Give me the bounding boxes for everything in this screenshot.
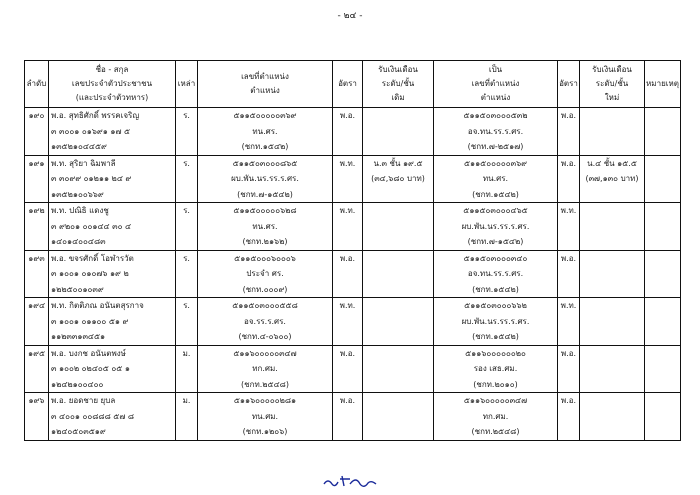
cell-line: ๑๙๒ xyxy=(28,206,45,215)
salary-old-cell xyxy=(363,345,434,393)
header-no: ลำดับ xyxy=(25,61,49,108)
branch-cell xyxy=(176,298,198,346)
header-rank: อัตรา xyxy=(333,61,363,108)
cell-line xyxy=(645,298,680,314)
cell-line xyxy=(363,124,433,140)
header-line: ระดับ/ชั้น xyxy=(595,79,629,88)
cell-line: ม. xyxy=(182,396,191,405)
cell-line: ๑๒๔๒๑๐๐๔๐๐ xyxy=(51,379,104,389)
cell-line: พ.อ. xyxy=(560,396,577,405)
cell-line: ๓ ๑๐๐๑ ๐๑๑๐๐ ๕๑ ๙ xyxy=(51,316,129,326)
rank-cell xyxy=(333,250,363,298)
salary-new-cell xyxy=(580,155,645,203)
cell-line: ๕๑๑๕๐๓๐๐๐๓๔๐ xyxy=(463,253,528,263)
cell-line: พ.อ. xyxy=(560,111,577,120)
cell-line xyxy=(580,251,644,267)
cell-line: ๕๑๑๖๐๐๐๐๐๓๔๗ xyxy=(463,396,528,405)
cell-line: ๑๒๔๐๕๐๓๕๑๙ xyxy=(51,427,106,436)
new-position-cell xyxy=(434,108,558,156)
cell-line xyxy=(363,393,433,409)
cell-line xyxy=(363,203,433,219)
salary-old-cell xyxy=(363,203,434,251)
cell-line: ๑๙๑ xyxy=(28,158,45,168)
cell-line xyxy=(645,108,680,124)
signature-image xyxy=(320,470,380,490)
cell-line: พ.อ. xyxy=(560,348,577,358)
cell-line: ๕๑๑๕๐๐๐๐๐๖๒๘ xyxy=(233,206,297,215)
cell-line: ๓ ๙๒๐๑ ๐๐๑๔๔ ๓๐ ๔ xyxy=(51,221,132,231)
cell-line: พ.อ. xyxy=(339,348,356,358)
position-cell xyxy=(198,345,333,393)
salary-new-cell xyxy=(580,250,645,298)
new-position-cell xyxy=(434,298,558,346)
remark-cell xyxy=(645,298,681,346)
row-number xyxy=(25,393,49,441)
rank-new-cell xyxy=(558,250,580,298)
table-row xyxy=(25,203,681,251)
cell-line: (ชกท.๒๕๔๘) xyxy=(471,427,520,436)
cell-line: น.๔ ชั้น ๑๕.๕ xyxy=(587,158,637,168)
cell-line: ๑๙๕ xyxy=(28,348,45,358)
cell-line: ๕๑๑๕๐๓๐๐๐๕๓๒ xyxy=(463,111,528,120)
remark-cell xyxy=(645,108,681,156)
cell-line: (ชกท.๗-๒๕๑๗) xyxy=(467,142,524,151)
cell-line: ๕๑๑๕๐๓๐๐๐๘๖๕ xyxy=(232,158,298,168)
cell-line xyxy=(645,203,680,219)
salary-new-cell xyxy=(580,298,645,346)
cell-line: ทก.ศม. xyxy=(252,364,278,373)
cell-line: พ.อ. ขจรศักดิ์ โอฬารวัต xyxy=(51,253,134,263)
header-salary-old xyxy=(363,61,434,108)
name-cell xyxy=(49,393,176,441)
salary-old-cell xyxy=(363,393,434,441)
cell-line xyxy=(363,266,433,282)
cell-line: ๑๓๕๒๑๐๐๖๖๙ xyxy=(51,189,104,199)
cell-line: (ชกท.๔-๐๖๐๐) xyxy=(238,332,292,341)
new-position-cell xyxy=(434,393,558,441)
cell-line xyxy=(363,251,433,267)
cell-line: ๑๙๔ xyxy=(28,301,45,310)
header-line: เลขที่ตำแหน่ง xyxy=(241,72,289,81)
salary-new-cell xyxy=(580,345,645,393)
cell-line: ๕๑๑๕๐๐๐๐๐๓๖๙ xyxy=(463,158,528,168)
header-line: เลขที่ตำแหน่ง xyxy=(471,79,520,88)
rank-new-cell xyxy=(558,345,580,393)
cell-line: พ.ท. xyxy=(339,301,356,310)
cell-line xyxy=(580,393,644,409)
header-line: เดิม xyxy=(391,93,405,102)
cell-line: พ.อ. บงกช อนันตพงษ์ xyxy=(51,348,126,358)
cell-line: (ชกท.๗-๑๕๔๒) xyxy=(467,237,524,246)
position-cell xyxy=(198,250,333,298)
cell-line: ผบ.พัน.นร.รร.ร.ศร. xyxy=(231,174,299,183)
header-line: ใหม่ xyxy=(604,93,620,102)
cell-line xyxy=(363,346,433,362)
rank-new-cell xyxy=(558,393,580,441)
position-cell xyxy=(198,108,333,156)
header-line: ตำแหน่ง xyxy=(250,86,280,95)
cell-line: ทน.ศร. xyxy=(252,221,278,231)
cell-line: ๕๑๑๕๐๐๐๐๐๓๖๙ xyxy=(233,111,297,120)
name-cell xyxy=(49,203,176,251)
cell-line xyxy=(580,219,644,235)
name-cell xyxy=(49,108,176,156)
remark-cell xyxy=(645,345,681,393)
cell-line: ประจำ ศร. xyxy=(246,269,284,278)
cell-line: ๓ ๓๐๐๑ ๐๑๖๙๑ ๑๗ ๕ xyxy=(51,126,131,136)
branch-cell xyxy=(176,203,198,251)
rank-cell xyxy=(333,298,363,346)
cell-line: (ชกท.๑๒๐๖) xyxy=(242,427,288,436)
cell-line xyxy=(580,361,644,377)
cell-line: (๓๔,๖๘๐ บาท) xyxy=(371,174,425,183)
cell-line: พ.ท. xyxy=(339,206,356,215)
cell-line: (ชกท.๑๕๔๒) xyxy=(472,332,519,341)
cell-line xyxy=(580,314,644,330)
cell-line: (ชกท.๐๐๐๙) xyxy=(242,284,288,294)
cell-line: ร. xyxy=(183,111,190,120)
new-position-cell xyxy=(434,345,558,393)
cell-line xyxy=(363,219,433,235)
cell-line xyxy=(645,346,680,362)
table-row xyxy=(25,345,681,393)
cell-line: ๕๑๑๖๐๐๐๐๐๒๘๑ xyxy=(233,396,297,405)
row-number xyxy=(25,155,49,203)
branch-cell xyxy=(176,250,198,298)
cell-line: ๕๑๑๖๐๐๐๐๐๐๒๐ xyxy=(465,348,526,358)
new-position-cell xyxy=(434,155,558,203)
cell-line xyxy=(645,393,680,409)
position-cell xyxy=(198,155,333,203)
header-line: ชื่อ - สกุล xyxy=(95,65,129,74)
name-cell xyxy=(49,155,176,203)
cell-line xyxy=(363,361,433,377)
cell-line: ทน.ศร. xyxy=(252,126,278,136)
cell-line: พ.อ. xyxy=(560,253,577,263)
rank-new-cell xyxy=(558,298,580,346)
remark-cell xyxy=(645,155,681,203)
cell-line xyxy=(580,108,644,124)
row-number xyxy=(25,203,49,251)
header-line: ระดับ/ชั้น xyxy=(381,79,415,88)
position-cell xyxy=(198,203,333,251)
cell-line: (๓๗,๑๓๐ บาท) xyxy=(585,174,639,183)
table-row xyxy=(25,108,681,156)
header-line: เลขประจำตัวประชาชน xyxy=(71,79,153,88)
cell-line xyxy=(363,314,433,330)
cell-line: พ.อ. xyxy=(560,158,577,168)
cell-line: ๑๓๕๒๑๐๔๔๕๙ xyxy=(51,142,107,151)
cell-line: น.๓ ชั้น ๑๙.๕ xyxy=(373,158,423,168)
cell-line: ทน.ศร. xyxy=(482,174,509,183)
header-line: รับเงินเดือน xyxy=(592,65,632,74)
position-cell xyxy=(198,393,333,441)
cell-line: (ชกท.๒๑๖๒) xyxy=(242,237,288,246)
page-number: - ๒๔ - xyxy=(337,11,363,21)
salary-old-cell xyxy=(363,250,434,298)
cell-line: พ.อ. xyxy=(339,111,356,120)
cell-line: พ.ท. สุริยา ฉิมพาลี xyxy=(51,158,116,168)
remark-cell xyxy=(645,203,681,251)
cell-line: ทน.ศม. xyxy=(251,411,279,421)
cell-line: (ชกท.๒๕๔๘) xyxy=(241,379,289,389)
cell-line: ๑๙๐ xyxy=(28,111,45,120)
cell-line: รอง เสธ.ศม. xyxy=(473,364,518,373)
table-row xyxy=(25,155,681,203)
header-line: เป็น xyxy=(488,65,503,74)
cell-line: ๑๙๓ xyxy=(28,253,45,263)
cell-line: พ.ท. xyxy=(560,206,577,215)
cell-line: ๑๔๐๑๔๐๐๔๘๓ xyxy=(51,237,106,246)
cell-line: พ.อ. xyxy=(339,253,356,263)
cell-line: ผบ.พัน.นร.รร.ร.ศร. xyxy=(461,316,530,326)
cell-line: (ชกท.๒๐๑๐) xyxy=(473,379,518,389)
row-number xyxy=(25,108,49,156)
position-cell xyxy=(198,298,333,346)
promotion-table xyxy=(24,60,681,441)
new-position-cell xyxy=(434,250,558,298)
header-rank-new: อัตรา xyxy=(558,61,580,108)
name-cell xyxy=(49,250,176,298)
cell-line xyxy=(580,203,644,219)
new-position-cell xyxy=(434,203,558,251)
cell-line: ๓ ๑๐๐๑ ๐๑๐๗๖ ๑๙ ๒ xyxy=(51,269,129,278)
cell-line: ๕๑๑๖๐๐๐๐๐๓๔๗ xyxy=(233,348,297,358)
rank-cell xyxy=(333,203,363,251)
table-row xyxy=(25,298,681,346)
cell-line: ๑๒๒๕๐๐๑๐๓๙ xyxy=(51,284,104,294)
header-name xyxy=(49,61,176,108)
cell-line xyxy=(580,124,644,140)
cell-line: พ.ท. xyxy=(339,158,356,168)
cell-line: พ.อ. xyxy=(339,396,356,405)
cell-line: ร. xyxy=(183,206,190,215)
cell-line: (ชกท.๑๕๔๒) xyxy=(472,284,519,294)
remark-cell xyxy=(645,250,681,298)
cell-line xyxy=(580,409,644,425)
header-salary-new xyxy=(580,61,645,108)
branch-cell xyxy=(176,108,198,156)
cell-line: ทก.ศม. xyxy=(482,411,509,421)
branch-cell xyxy=(176,155,198,203)
table-row xyxy=(25,393,681,441)
header-line: (และประจำตัวทหาร) xyxy=(75,93,149,102)
cell-line: ร. xyxy=(183,253,190,263)
salary-new-cell xyxy=(580,393,645,441)
cell-line xyxy=(580,266,644,282)
cell-line: พ.อ. สุทธิศักดิ์ พรรคเจริญ xyxy=(51,111,140,120)
cell-line: ๓ ๑๐๐๒ ๐๒๔๐๕ ๐๕ ๑ xyxy=(51,364,130,373)
rank-new-cell xyxy=(558,203,580,251)
cell-line: ม. xyxy=(182,348,191,358)
cell-line: ร. xyxy=(183,158,190,168)
salary-old-cell xyxy=(363,108,434,156)
header-line: รับเงินเดือน xyxy=(378,65,418,74)
row-number xyxy=(25,345,49,393)
cell-line: (ชกท.๗-๑๕๔๒) xyxy=(237,189,293,199)
header-line: ตำแหน่ง xyxy=(480,93,511,102)
cell-line: พ.ท. กิตติภณ อนันตสุรกาจ xyxy=(51,301,144,310)
header-branch: เหล่า xyxy=(176,61,198,108)
cell-line xyxy=(580,346,644,362)
rank-cell xyxy=(333,393,363,441)
salary-old-cell xyxy=(363,155,434,203)
cell-line xyxy=(363,108,433,124)
rank-new-cell xyxy=(558,155,580,203)
cell-line: พ.อ. ยอดชาย ยุบล xyxy=(51,396,116,405)
cell-line xyxy=(363,409,433,425)
header-row xyxy=(25,61,681,108)
cell-line: ๓ ๓๐๙๙ ๐๑๒๑๑ ๒๔ ๙ xyxy=(51,174,132,183)
cell-line: ๕๑๑๕๐๓๐๐๐๕๕๘ xyxy=(232,301,298,310)
cell-line: ๕๑๑๕๐๓๐๐๐๖๖๒ xyxy=(464,301,527,310)
rank-new-cell xyxy=(558,108,580,156)
header-new-position xyxy=(434,61,558,108)
table-row xyxy=(25,250,681,298)
cell-line: พ.ท. xyxy=(560,301,577,310)
row-number xyxy=(25,298,49,346)
cell-line: ๕๑๑๕๐๓๐๐๐๔๖๕ xyxy=(463,206,528,215)
cell-line: อจ.รร.ร.ศร. xyxy=(244,316,286,326)
rank-cell xyxy=(333,155,363,203)
cell-line: ผบ.พัน.นร.รร.ร.ศร. xyxy=(461,221,530,231)
remark-cell xyxy=(645,393,681,441)
name-cell xyxy=(49,298,176,346)
cell-line: อจ.ทน.รร.ร.ศร. xyxy=(467,126,524,136)
cell-line xyxy=(645,156,680,172)
cell-line: พ.ท. ปณิธิ แดงชู xyxy=(51,206,109,215)
cell-line xyxy=(363,298,433,314)
header-remark: หมายเหตุ xyxy=(645,61,681,108)
cell-line: ร. xyxy=(183,301,190,310)
row-number xyxy=(25,250,49,298)
branch-cell xyxy=(176,345,198,393)
cell-line xyxy=(645,251,680,267)
header-position xyxy=(198,61,333,108)
rank-cell xyxy=(333,345,363,393)
branch-cell xyxy=(176,393,198,441)
cell-line: (ชกท.๑๕๔๒) xyxy=(472,189,519,199)
cell-line: ๑๙๖ xyxy=(28,396,45,405)
cell-line xyxy=(580,298,644,314)
cell-line: (ชกท.๑๕๔๒) xyxy=(241,142,289,151)
name-cell xyxy=(49,345,176,393)
rank-cell xyxy=(333,108,363,156)
cell-line: ๓ ๔๐๐๑ ๐๐๘๘๘ ๕๗ ๘ xyxy=(51,411,135,421)
salary-new-cell xyxy=(580,108,645,156)
cell-line: ๑๑๒๓๓๑๓๔๕๑ xyxy=(51,332,106,341)
cell-line: อจ.ทน.รร.ร.ศร. xyxy=(467,269,524,278)
cell-line: ๕๑๑๕๐๐๐๖๐๐๐๖ xyxy=(234,253,296,263)
salary-old-cell xyxy=(363,298,434,346)
salary-new-cell xyxy=(580,203,645,251)
